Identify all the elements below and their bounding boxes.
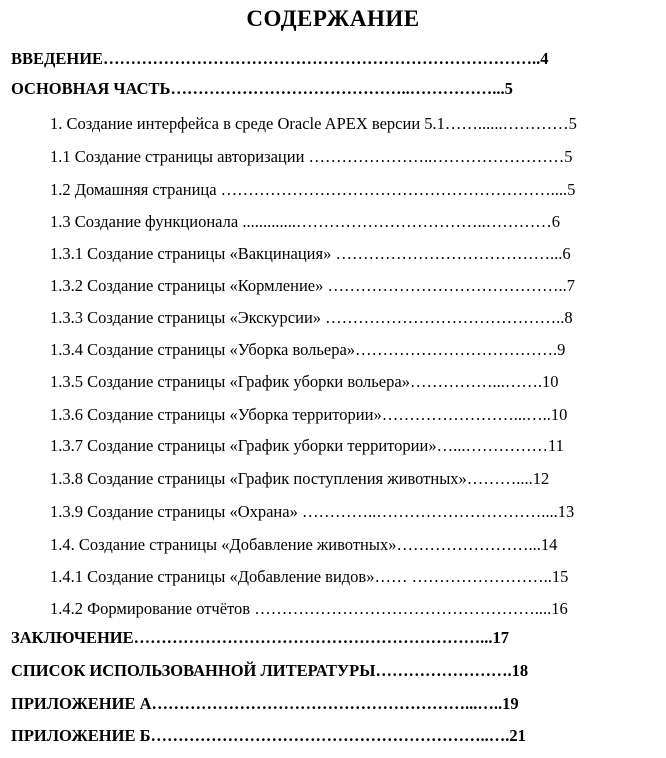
toc-section-entry: ЗАКЛЮЧЕНИЕ………………………………………………………...17 <box>11 628 509 647</box>
toc-section-entry: ПРИЛОЖЕНИЕ А…………………………………………………...…..19 <box>11 694 519 713</box>
toc-subsection-entry: 1.3.5 Создание страницы «График уборки вольера»……………...…….10 <box>50 372 559 391</box>
toc-subsection-entry: 1.3.3 Создание страницы «Экскурсии» ……………………………………..8 <box>50 308 573 327</box>
toc-section-entry: СПИСОК ИСПОЛЬЗОВАННОЙ ЛИТЕРАТУРЫ…………………….18 <box>11 661 529 680</box>
toc-subsection-entry: 1.4.1 Создание страницы «Добавление видов»…… ……………………..15 <box>50 567 569 586</box>
toc-subsection-entry: 1.3.4 Создание страницы «Уборка вольера»……………………………….9 <box>50 340 566 359</box>
toc-subsection-entry: 1.3.7 Создание страницы «График уборки территории»…...……………11 <box>50 436 564 455</box>
toc-subsection-entry: 1.3 Создание функционала .............……………………………..…………6 <box>50 212 560 231</box>
toc-subsection-entry: 1. Создание интерфейса в среде Oracle APEX версии 5.1……......…………5 <box>50 114 577 133</box>
toc-subsection-entry: 1.4.2 Формирование отчётов ……………………………………………....16 <box>50 599 568 618</box>
toc-subsection-entry: 1.3.9 Создание страницы «Охрана» …………..…………………………....13 <box>50 502 575 521</box>
toc-subsection-entry: 1.2 Домашняя страница ……………………………………………………....5 <box>50 180 576 199</box>
toc-subsection-entry: 1.3.8 Создание страницы «График поступления животных»………....12 <box>50 469 550 488</box>
toc-subsection-entry: 1.3.1 Создание страницы «Вакцинация» …………………………………...6 <box>50 244 571 263</box>
toc-section-entry: ВВЕДЕНИЕ……………………………………………………………………..4 <box>11 49 549 68</box>
toc-section-entry: ПРИЛОЖЕНИЕ Б……………………………………………………..….21 <box>11 726 526 745</box>
toc-subsection-entry: 1.3.2 Создание страницы «Кормление» ……………………………………..7 <box>50 276 575 295</box>
toc-subsection-entry: 1.3.6 Создание страницы «Уборка территории»……………………...…..10 <box>50 405 568 424</box>
toc-subsection-entry: 1.1 Создание страницы авторизации …………………..……………………5 <box>50 147 573 166</box>
toc-section-entry: ОСНОВНАЯ ЧАСТЬ……………………………………..……………...5 <box>11 79 513 98</box>
page-title: СОДЕРЖАНИЕ <box>246 6 420 31</box>
toc-subsection-entry: 1.4. Создание страницы «Добавление животных»……………………...14 <box>50 535 558 554</box>
